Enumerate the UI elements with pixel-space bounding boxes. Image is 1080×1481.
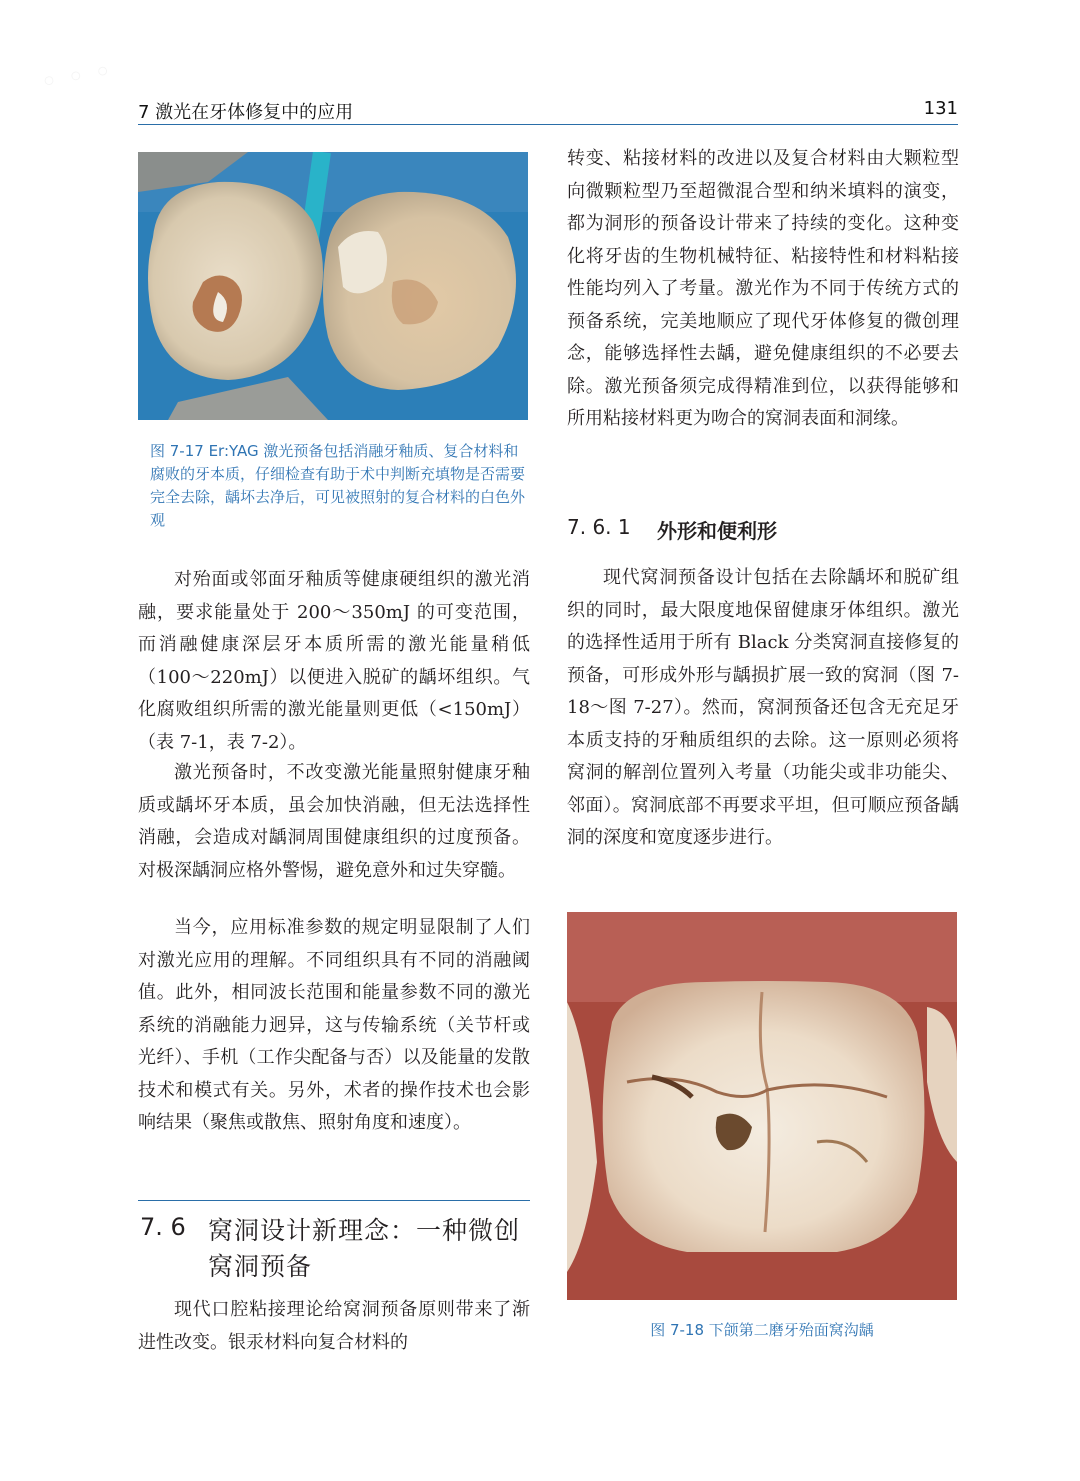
- paragraph: 现代窝洞预备设计包括在去除龋坏和脱矿组织的同时，最大限度地保留健康牙体组织。激光的选择性适用于所有 Black 分类窝洞直接修复的预备，可形成外形与龋损扩展一致的窝洞（图 7-18～图 7-27）。然而，窝洞预备还包含无充足牙本质支持的牙釉质组织的去除。这一原则必须将窝洞的解剖位置列入考量（功能尖或非功能尖、邻面）。窝洞底部不再要求平坦，但可顺应预备龋洞的深度和宽度逐步进行。: [567, 567, 959, 848]
- paragraph: 当今，应用标准参数的规定明显限制了人们对激光应用的理解。不同组织具有不同的消融阈值。此外，相同波长范围和能量参数不同的激光系统的消融能力迥异，这与传输系统（关节杆或光纤）、手机（工作尖配备与否）以及能量的发散技术和模式有关。另外，术者的操作技术也会影响结果（聚焦或散焦、照射角度和速度）。: [138, 917, 530, 1133]
- section-title-line-2: 窝洞预备: [208, 1252, 313, 1281]
- figure-7-18-photo: [567, 912, 957, 1300]
- paragraph: 对殆面或邻面牙釉质等健康硬组织的激光消融，要求能量处于 200～350mJ 的可变范围，而消融健康深层牙本质所需的激光能量稍低（100～220mJ）以便进入脱矿的龋坏组织。气化腐败组织所需的激光能量则更低（<150mJ）（表 7-1，表 7-2）。: [138, 569, 530, 753]
- section-title-line-1: 窝洞设计新理念：一种微创: [208, 1216, 521, 1245]
- paragraph: 转变、粘接材料的改进以及复合材料由大颗粒型向微颗粒型乃至超微混合型和纳米填料的演变，都为洞形的预备设计带来了持续的变化。这种变化将牙齿的生物机械特征、粘接特性和材料粘接性能均列入了考量。激光作为不同于传统方式的预备系统，完美地顺应了现代牙体修复的微创理念，能够选择性去龋，避免健康组织的不必要去除。激光预备须完成得精准到位，以获得能够和所用粘接材料更为吻合的窝洞表面和洞缘。: [567, 148, 959, 429]
- section-heading-7-6: [138, 1200, 530, 1281]
- paragraph: 现代口腔粘接理论给窝洞预备原则带来了渐进性改变。银汞材料向复合材料的: [138, 1299, 530, 1353]
- figure-7-17-caption: 图 7-17 Er:YAG 激光预备包括消融牙釉质、复合材料和腐败的牙本质，仔细检查有助于术中判断充填物是否需要完全去除，龋坏去净后，可见被照射的复合材料的白色外观: [150, 442, 526, 529]
- subsection-title: 外形和便利形: [657, 519, 777, 543]
- paragraph: 激光预备时，不改变激光能量照射健康牙釉质或龋坏牙本质，虽会加快消融，但无法选择性消融，会造成对龋洞周围健康组织的过度预备。对极深龋洞应格外警惕，避免意外和过失穿髓。: [138, 762, 530, 881]
- figure-7-18-caption: 图 7-18 下颌第二磨牙殆面窝沟龋: [650, 1321, 874, 1339]
- watermark: ◦ ◦ ◦: [37, 53, 115, 102]
- figure-7-17-photo: [138, 152, 528, 420]
- molar-fissure-caries-photo: [567, 912, 957, 1300]
- chapter-title: 7 激光在牙体修复中的应用: [138, 102, 354, 123]
- subsection-number: 7. 6. 1: [567, 515, 631, 539]
- section-number: 7. 6: [140, 1213, 186, 1241]
- teeth-laser-photo: [138, 152, 528, 420]
- page-number: 131: [923, 98, 958, 119]
- running-header: [138, 98, 958, 125]
